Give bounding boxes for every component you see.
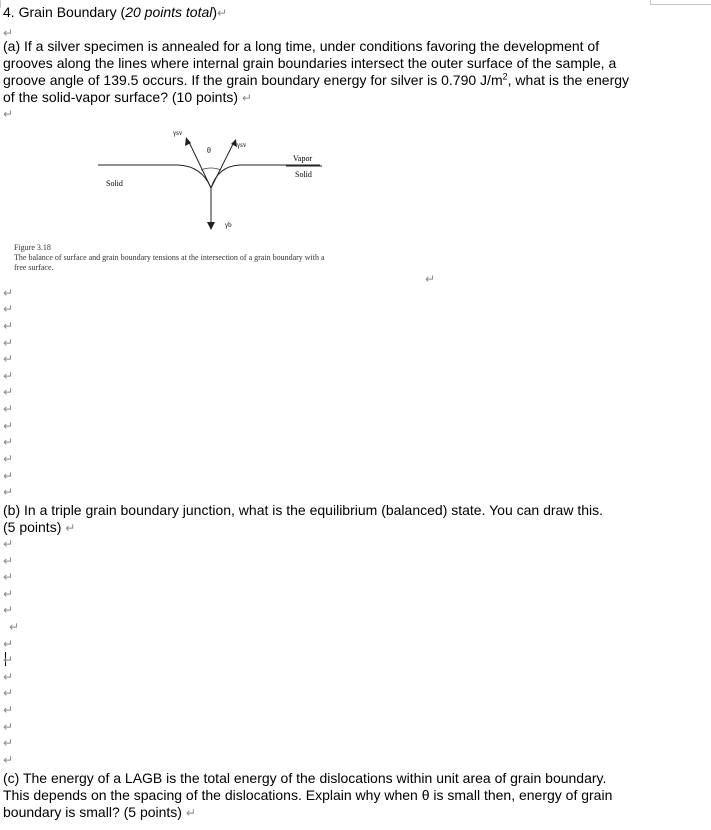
part-a-line: grooves along the lines where internal grain boundaries intersect the outer surface of the sample, a bbox=[3, 55, 617, 71]
paragraph-mark: ↵ bbox=[217, 6, 228, 20]
part-a-text: of the solid-vapor surface? (10 points) bbox=[3, 89, 239, 105]
paragraph-mark: ↵ bbox=[3, 537, 14, 551]
paragraph-mark: ↵ bbox=[3, 570, 14, 584]
solid-label-right: Solid bbox=[295, 170, 312, 179]
paragraph-mark: ↵ bbox=[3, 26, 14, 40]
paragraph-mark: ↵ bbox=[3, 703, 14, 717]
paragraph-mark: ↵ bbox=[425, 272, 436, 286]
part-a-line: (a) If a silver specimen is annealed for a long time, under conditions favoring the development of bbox=[3, 38, 600, 54]
page-margin-marker bbox=[0, 0, 1, 8]
part-a-line bbox=[3, 72, 653, 89]
vapor-label: Vapor bbox=[293, 154, 313, 163]
figure-caption bbox=[14, 243, 325, 273]
gamma-b-arrowhead bbox=[207, 222, 215, 230]
paragraph-mark: ↵ bbox=[3, 720, 14, 734]
grain-boundary-figure bbox=[90, 125, 340, 235]
superscript: 2 bbox=[502, 71, 508, 82]
page-corner-marker bbox=[650, 0, 711, 5]
paragraph-mark: ↵ bbox=[3, 107, 14, 121]
part-a-text: groove angle of 139.5 occurs. If the grain boundary energy for silver is 0.790 J/m bbox=[3, 72, 503, 88]
paragraph-mark: ↵ bbox=[65, 521, 76, 535]
paragraph-mark: ↵ bbox=[3, 352, 14, 366]
paragraph-mark: ↵ bbox=[3, 369, 14, 383]
part-a-line bbox=[3, 89, 653, 107]
part-c-line bbox=[3, 804, 653, 822]
paragraph-mark: ↵ bbox=[3, 653, 14, 667]
solid-label-left: Solid bbox=[106, 179, 123, 188]
paragraph-mark: ↵ bbox=[3, 603, 14, 617]
paragraph-mark: ↵ bbox=[9, 620, 20, 634]
part-b-line: (b) In a triple grain boundary junction, what is the equilibrium (balanced) state. You can draw this. bbox=[3, 502, 604, 518]
paragraph-mark: ↵ bbox=[3, 286, 14, 300]
paragraph-mark: ↵ bbox=[3, 670, 14, 684]
paragraph-mark: ↵ bbox=[3, 637, 14, 651]
paragraph-mark: ↵ bbox=[3, 485, 14, 499]
paragraph-mark: ↵ bbox=[3, 385, 14, 399]
part-c-line: (c) The energy of a LAGB is the total energy of the dislocations within unit area of grain boundary. bbox=[3, 770, 607, 786]
paragraph-mark: ↵ bbox=[3, 319, 14, 333]
question-number: 4. bbox=[3, 4, 15, 20]
gamma-sv-right-arrow bbox=[211, 144, 233, 188]
part-b-line bbox=[3, 519, 653, 537]
question-points: 20 points total bbox=[125, 4, 213, 20]
paragraph-mark: ↵ bbox=[3, 452, 14, 466]
gamma-b-label: γb bbox=[225, 221, 232, 229]
paragraph-mark: ↵ bbox=[3, 402, 14, 416]
paragraph-mark: ↵ bbox=[185, 806, 196, 820]
paragraph-mark: ↵ bbox=[3, 753, 14, 767]
caption-title: Figure 3.18 bbox=[14, 243, 51, 252]
question-title-text: Grain Boundary bbox=[18, 4, 117, 20]
paragraph-mark: ↵ bbox=[241, 91, 252, 105]
theta-symbol: θ bbox=[421, 787, 430, 803]
paragraph-mark: ↵ bbox=[3, 686, 14, 700]
theta-angle-arc bbox=[201, 168, 221, 170]
paragraph-mark: ↵ bbox=[3, 302, 14, 316]
paragraph-mark: ↵ bbox=[3, 736, 14, 750]
part-c-line bbox=[3, 787, 653, 804]
caption-line: The balance of surface and grain boundary tensions at the intersection of a grain boundary with a bbox=[14, 253, 325, 262]
part-c-text: This depends on the spacing of the dislocations. Explain why when bbox=[3, 787, 418, 803]
part-c-text: is small then, energy of grain bbox=[433, 787, 613, 803]
part-b-text: (5 points) bbox=[3, 519, 62, 535]
part-a-question bbox=[3, 38, 653, 107]
part-a-text: , what is the energy bbox=[507, 72, 630, 88]
paragraph-mark: ↵ bbox=[3, 336, 14, 350]
part-c-question bbox=[3, 770, 653, 822]
theta-label: θ bbox=[207, 146, 211, 155]
caption-line: free surface. bbox=[14, 263, 54, 272]
gamma-sv-right-label: γsv bbox=[237, 141, 247, 149]
part-c-text: boundary is small? (5 points) bbox=[3, 804, 182, 820]
question-title: 4. Grain Boundary (20 points total)↵ bbox=[3, 4, 228, 20]
gamma-sv-left-label: γsv bbox=[173, 129, 183, 137]
paragraph-mark: ↵ bbox=[3, 435, 14, 449]
paragraph-mark: ↵ bbox=[3, 554, 14, 568]
paragraph-mark: ↵ bbox=[3, 469, 14, 483]
part-b-question bbox=[3, 502, 653, 537]
paragraph-mark: ↵ bbox=[3, 419, 14, 433]
paragraph-mark: ↵ bbox=[3, 587, 14, 601]
